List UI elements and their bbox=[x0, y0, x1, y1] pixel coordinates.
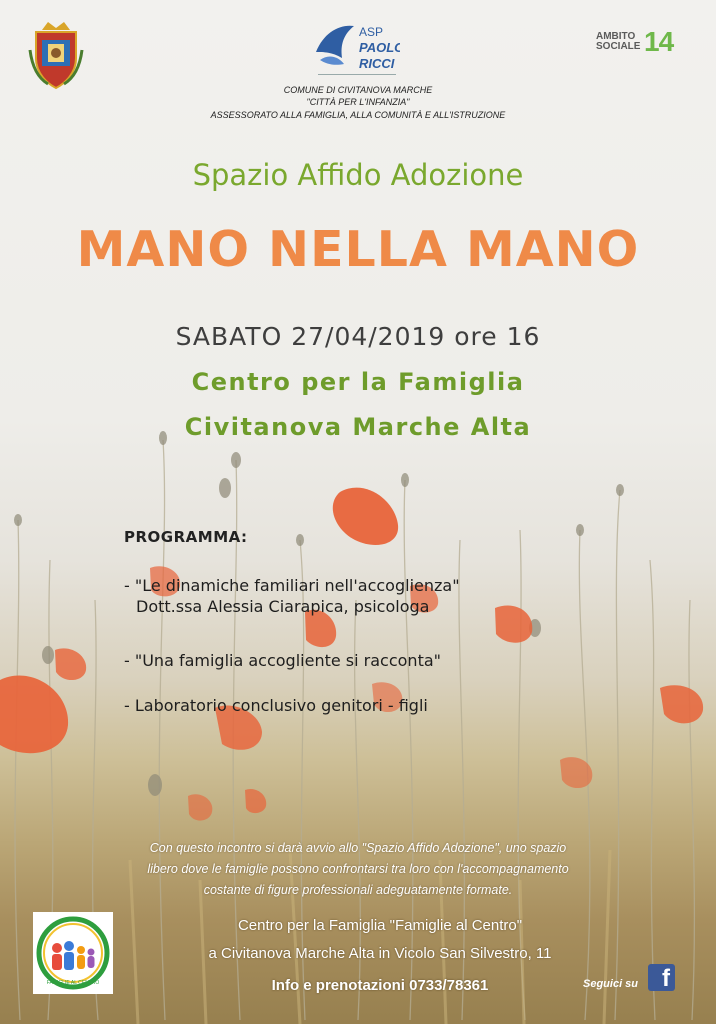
follow-us-label: Seguici su bbox=[583, 978, 639, 990]
comune-line-3: ASSESSORATO ALLA FAMIGLIA, ALLA COMUNITÀ E ALL'ISTRUZIONE bbox=[210, 110, 506, 120]
program-heading: PROGRAMMA: bbox=[124, 528, 248, 546]
centro-line-2: a Civitanova Marche Alta in Vicolo San Silvestro, 11 bbox=[208, 945, 552, 962]
asp-paolo-ricci-logo bbox=[314, 22, 400, 78]
famiglie-al-centro-logo bbox=[33, 912, 113, 994]
event-place-line-1: Centro per la Famiglia bbox=[191, 368, 525, 396]
facebook-icon[interactable]: f bbox=[648, 964, 675, 991]
ambito-number: 14 bbox=[644, 26, 674, 57]
svg-text:PAOLO: PAOLO bbox=[359, 40, 400, 55]
city-crest-logo bbox=[28, 20, 84, 90]
intro-line-2: libero dove le famiglie possono confrontarsi tra loro con l'accompagnamento bbox=[147, 862, 569, 876]
svg-text:FAMIGLIE AL CENTRO: FAMIGLIE AL CENTRO bbox=[46, 980, 100, 986]
intro-paragraph bbox=[60, 838, 656, 901]
intro-line-3: costante di figure professionali adeguatamente formate. bbox=[203, 883, 513, 897]
svg-text:ASP: ASP bbox=[359, 25, 384, 39]
program-item-1-speaker: Dott.ssa Alessia Ciarapica, psicologa bbox=[136, 597, 430, 616]
ambito-sociale-label: AMBITO SOCIALE bbox=[596, 31, 641, 52]
svg-text:RICCI: RICCI bbox=[359, 56, 395, 71]
famiglie-logo-icon bbox=[33, 912, 113, 994]
ambito-sociale-14-logo bbox=[594, 24, 682, 68]
comune-line-1: COMUNE DI CIVITANOVA MARCHE bbox=[283, 85, 433, 95]
event-subtitle: Spazio Affido Adozione bbox=[192, 158, 524, 192]
program-item-3: - Laboratorio conclusivo genitori - figli bbox=[124, 696, 428, 715]
intro-line-1: Con questo incontro si darà avvio allo "Spazio Affido Adozione", uno spazio bbox=[149, 841, 567, 855]
event-date: SABATO 27/04/2019 ore 16 bbox=[175, 322, 541, 351]
event-title: MANO NELLA MANO bbox=[76, 221, 640, 278]
info-bookings: Info e prenotazioni 0733/78361 bbox=[271, 977, 489, 994]
program-item-2: - "Una famiglia accogliente si racconta" bbox=[124, 651, 441, 670]
asp-logo-icon bbox=[314, 22, 400, 78]
program-item-1: - "Le dinamiche familiari nell'accoglienza" bbox=[124, 576, 460, 595]
crest-icon bbox=[28, 20, 84, 90]
event-place-line-2: Civitanova Marche Alta bbox=[184, 413, 532, 441]
comune-line-2: "CITTÀ PER L'INFANZIA" bbox=[306, 97, 410, 107]
centro-line-1: Centro per la Famiglia "Famiglie al Centro" bbox=[237, 917, 523, 934]
